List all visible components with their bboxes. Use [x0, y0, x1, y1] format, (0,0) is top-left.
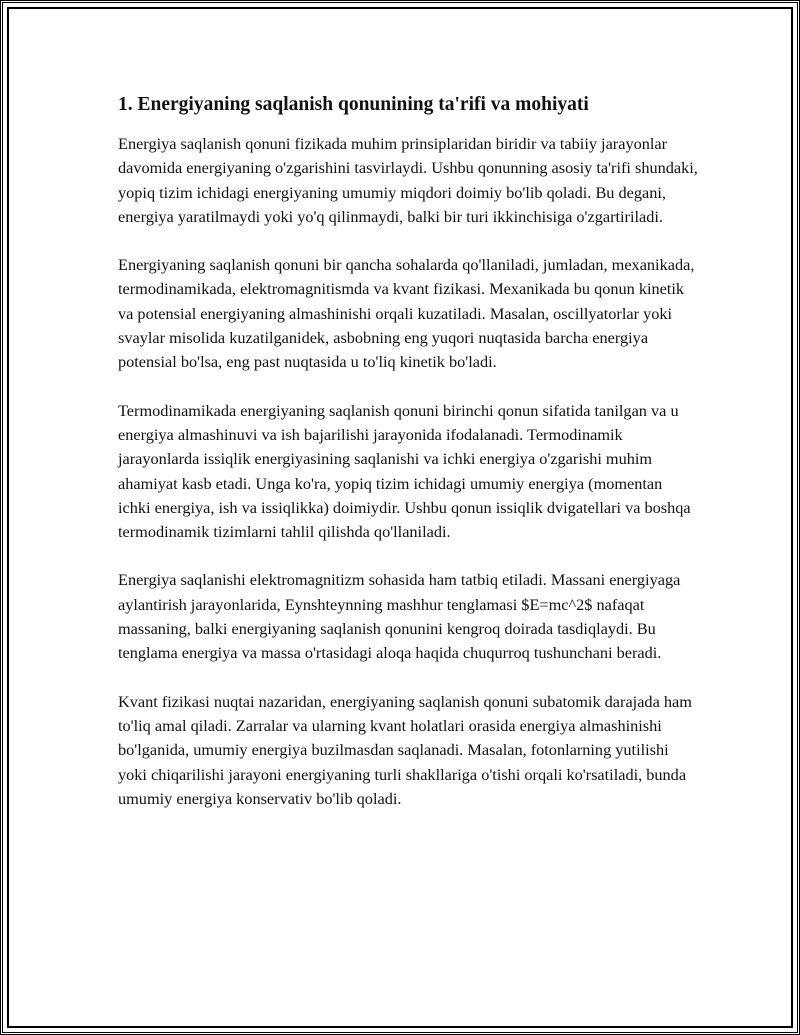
paragraph-thermodynamics: Termodinamikada energiyaning saqlanish qonuni birinchi qonun sifatida tanilgan va u energiya almashinuvi va ish bajarilishi jarayonida ifodalanadi. Termodinamik jarayonlarda issiqlik energiyasining saqlanishi va ichki energiya o'zgarishi muhim ahamiyat kasb etadi. Unga ko'ra, yopiq tizim ichidagi umumiy energiya (momentan ichki energiya, ish va issiqlikka) doimiydir. Ushbu qonun issiqlik dvigatellari va boshqa termodinamik tizimlarni tahlil qilishda qo'llaniladi. [118, 400, 691, 542]
document-body [118, 92, 698, 835]
paragraph-mechanics: Energiyaning saqlanish qonuni bir qancha sohalarda qo'llaniladi, jumladan, mexanikada, termodinamikada, elektromagnitismda va kvant fizikasi. Mexanikada bu qonun kinetik va potensial energiyaning almashinishi orqali kuzatiladi. Masalan, oscillyatorlar yoki svaylar misolida kuzatilganidek, asbobning eng yuqori nuqtasida barcha energiya potensial bo'lsa, eng past nuqtasida u to'liq kinetik bo'ladi. [118, 255, 695, 372]
section-heading: 1. Energiyaning saqlanish qonunining ta'rifi va mohiyati [118, 94, 589, 115]
paragraph-quantum: Kvant fizikasi nuqtai nazaridan, energiyaning saqlanish qonuni subatomik darajada ham to'liq amal qiladi. Zarralar va ularning kvant holatlari orasida energiya almashinishi bo'lganida, umumiy energiya buzilmasdan saqlanadi. Masalan, fotonlarning yutilishi yoki chiqarilishi jarayoni energiyaning turli shakllariga o'tishi orqali ko'rsatiladi, bunda umumiy energiya konservativ bo'lib qoladi. [118, 691, 692, 808]
paragraph-electromagnetism: Energiya saqlanishi elektromagnitizm sohasida ham tatbiq etiladi. Massani energiyaga aylantirish jarayonlarida, Eynshteynning mashhur tenglamasi $E=mc^2$ nafaqat massaning, balki energiyaning saqlanish qonunini kengroq doirada tasdiqlaydi. Bu tenglama energiya va massa o'rtasidagi aloqa haqida chuqurroq tushunchani beradi. [118, 570, 681, 663]
paragraph-definition: Energiya saqlanish qonuni fizikada muhim prinsiplaridan biridir va tabiiy jarayonlar davomida energiyaning o'zgarishini tasvirlaydi. Ushbu qonunning asosiy ta'rifi shundaki, yopiq tizim ichidagi energiyaning umumiy miqdori doimiy bo'lib qoladi. Bu degani, energiya yaratilmaydi yoki yo'q qilinmaydi, balki bir turi ikkinchisiga o'zgartiriladi. [118, 134, 698, 226]
